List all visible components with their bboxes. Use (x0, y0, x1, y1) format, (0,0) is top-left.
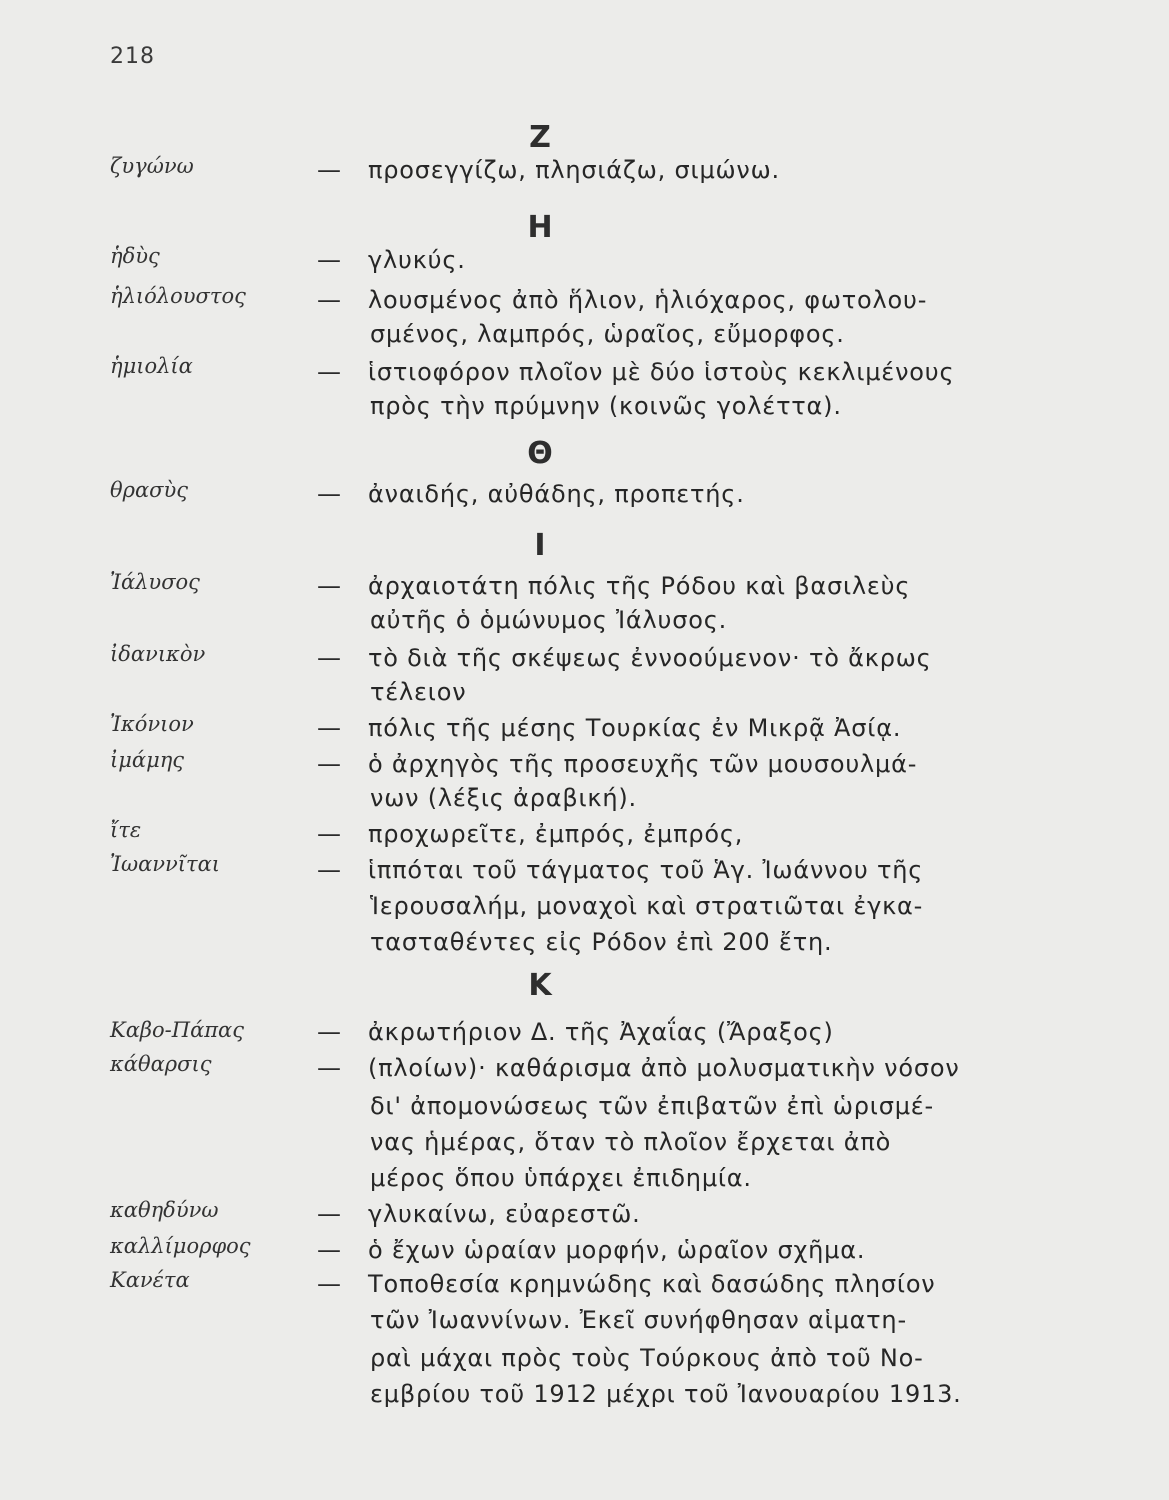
definition-line: ἀναιδής, αὐθάδης, προπετής. (368, 480, 745, 508)
entry-term: ζυγώνω (110, 154, 194, 178)
entry-term: θρασὺς (110, 478, 189, 502)
section-letter-z: Z (529, 120, 551, 155)
entry-dash: — (317, 714, 341, 742)
entry-dash: — (317, 286, 341, 314)
definition-line: μέρος ὅπου ὑπάρχει ἐπιδημία. (370, 1164, 752, 1192)
definition-line: σμένος, λαμπρός, ὡραῖος, εὔμορφος. (370, 320, 845, 348)
section-letter-i: I (534, 528, 546, 563)
definition-line: ἱστιοφόρον πλοῖον μὲ δύο ἱστοὺς κεκλιμένους (368, 358, 955, 386)
definition-line: ἀρχαιοτάτη πόλις τῆς Ρόδου καὶ βασιλεὺς (368, 572, 911, 600)
page-number: 218 (110, 44, 155, 69)
definition-line: Ἱερουσαλήμ, μοναχοὶ καὶ στρατιῶται ἐγκα- (370, 892, 924, 920)
definition-line: τέλειον (370, 678, 467, 706)
definition-line: νων (λέξις ἀραβική). (370, 784, 637, 812)
entry-term: ἡλιόλουστος (110, 284, 246, 308)
entry-dash: — (317, 358, 341, 386)
entry-dash: — (317, 1236, 341, 1264)
definition-line: ὁ ἔχων ὡραίαν μορφήν, ὡραῖον σχῆμα. (368, 1236, 866, 1264)
entry-term: ἡδὺς (110, 244, 160, 268)
section-letter-h: H (527, 210, 553, 245)
entry-term: Κανέτα (110, 1268, 190, 1292)
entry-dash: — (317, 156, 341, 184)
definition-line: λουσμένος ἀπὸ ἥλιον, ἡλιόχαρος, φωτολου- (368, 286, 928, 314)
entry-term: ἡμιολία (110, 354, 193, 378)
definition-line: (πλοίων)· καθάρισμα ἀπὸ μολυσματικὴν νόσον (368, 1054, 960, 1082)
definition-line: πρὸς τὴν πρύμνην (κοινῶς γολέττα). (370, 392, 842, 420)
entry-term: Ἰάλυσος (110, 570, 200, 594)
definition-line: πόλις τῆς μέσης Τουρκίας ἐν Μικρᾷ Ἀσίᾳ. (368, 714, 902, 742)
definition-line: προσεγγίζω, πλησιάζω, σιμώνω. (368, 156, 780, 184)
entry-term: ἰδανικὸν (110, 642, 206, 666)
entry-dash: — (317, 572, 341, 600)
entry-dash: — (317, 856, 341, 884)
entry-term: Ἰωαννῖται (110, 852, 221, 876)
definition-line: τὸ διὰ τῆς σκέψεως ἐννοούμενον· τὸ ἄκρως (368, 644, 932, 672)
entry-term: καθηδύνω (110, 1198, 219, 1222)
definition-line: αὐτῆς ὁ ὁμώνυμος Ἰάλυσος. (370, 606, 728, 634)
definition-line: προχωρεῖτε, ἐμπρός, ἐμπρός, (368, 820, 744, 848)
entry-dash: — (317, 1270, 341, 1298)
definition-line: τασταθέντες εἰς Ρόδον ἐπὶ 200 ἔτη. (370, 928, 833, 956)
entry-dash: — (317, 820, 341, 848)
entry-dash: — (317, 246, 341, 274)
definition-line: ἱππόται τοῦ τάγματος τοῦ Ἁγ. Ἰωάννου τῆς (368, 856, 924, 884)
section-letter-k: K (528, 968, 552, 1003)
entry-dash: — (317, 750, 341, 778)
entry-term: ἴτε (110, 818, 142, 842)
definition-line: εμβρίου τοῦ 1912 μέχρι τοῦ Ἰανουαρίου 1913. (370, 1380, 962, 1408)
definition-line: ὁ ἀρχηγὸς τῆς προσευχῆς τῶν μουσουλμά- (368, 750, 918, 778)
section-letter-theta: Θ (527, 436, 553, 471)
definition-line: νας ἡμέρας, ὅταν τὸ πλοῖον ἔρχεται ἀπὸ (370, 1128, 892, 1156)
definition-line: δι' ἀπομονώσεως τῶν ἐπιβατῶν ἐπὶ ὡρισμέ- (370, 1092, 935, 1120)
entry-term: Ἰκόνιον (110, 712, 194, 736)
entry-term: καλλίμορφος (110, 1234, 251, 1258)
definition-line: ἀκρωτήριον Δ. τῆς Ἀχαΐας (Ἄραξος) (368, 1018, 834, 1046)
entry-dash: — (317, 1200, 341, 1228)
definition-line: γλυκαίνω, εὐαρεστῶ. (368, 1200, 641, 1228)
entry-term: ἰμάμης (110, 748, 185, 772)
entry-term: κάθαρσις (110, 1052, 212, 1076)
entry-dash: — (317, 480, 341, 508)
entry-dash: — (317, 644, 341, 672)
definition-line: ραὶ μάχαι πρὸς τοὺς Τούρκους ἀπὸ τοῦ Νο- (370, 1344, 924, 1372)
definition-line: γλυκύς. (368, 246, 466, 274)
entry-term: Καβο-Πάπας (110, 1018, 244, 1042)
definition-line: Τοποθεσία κρημνώδης καὶ δασώδης πλησίον (368, 1270, 936, 1298)
entry-dash: — (317, 1054, 341, 1082)
definition-line: τῶν Ἰωαννίνων. Ἐκεῖ συνήφθησαν αἱματη- (370, 1306, 907, 1334)
entry-dash: — (317, 1018, 341, 1046)
